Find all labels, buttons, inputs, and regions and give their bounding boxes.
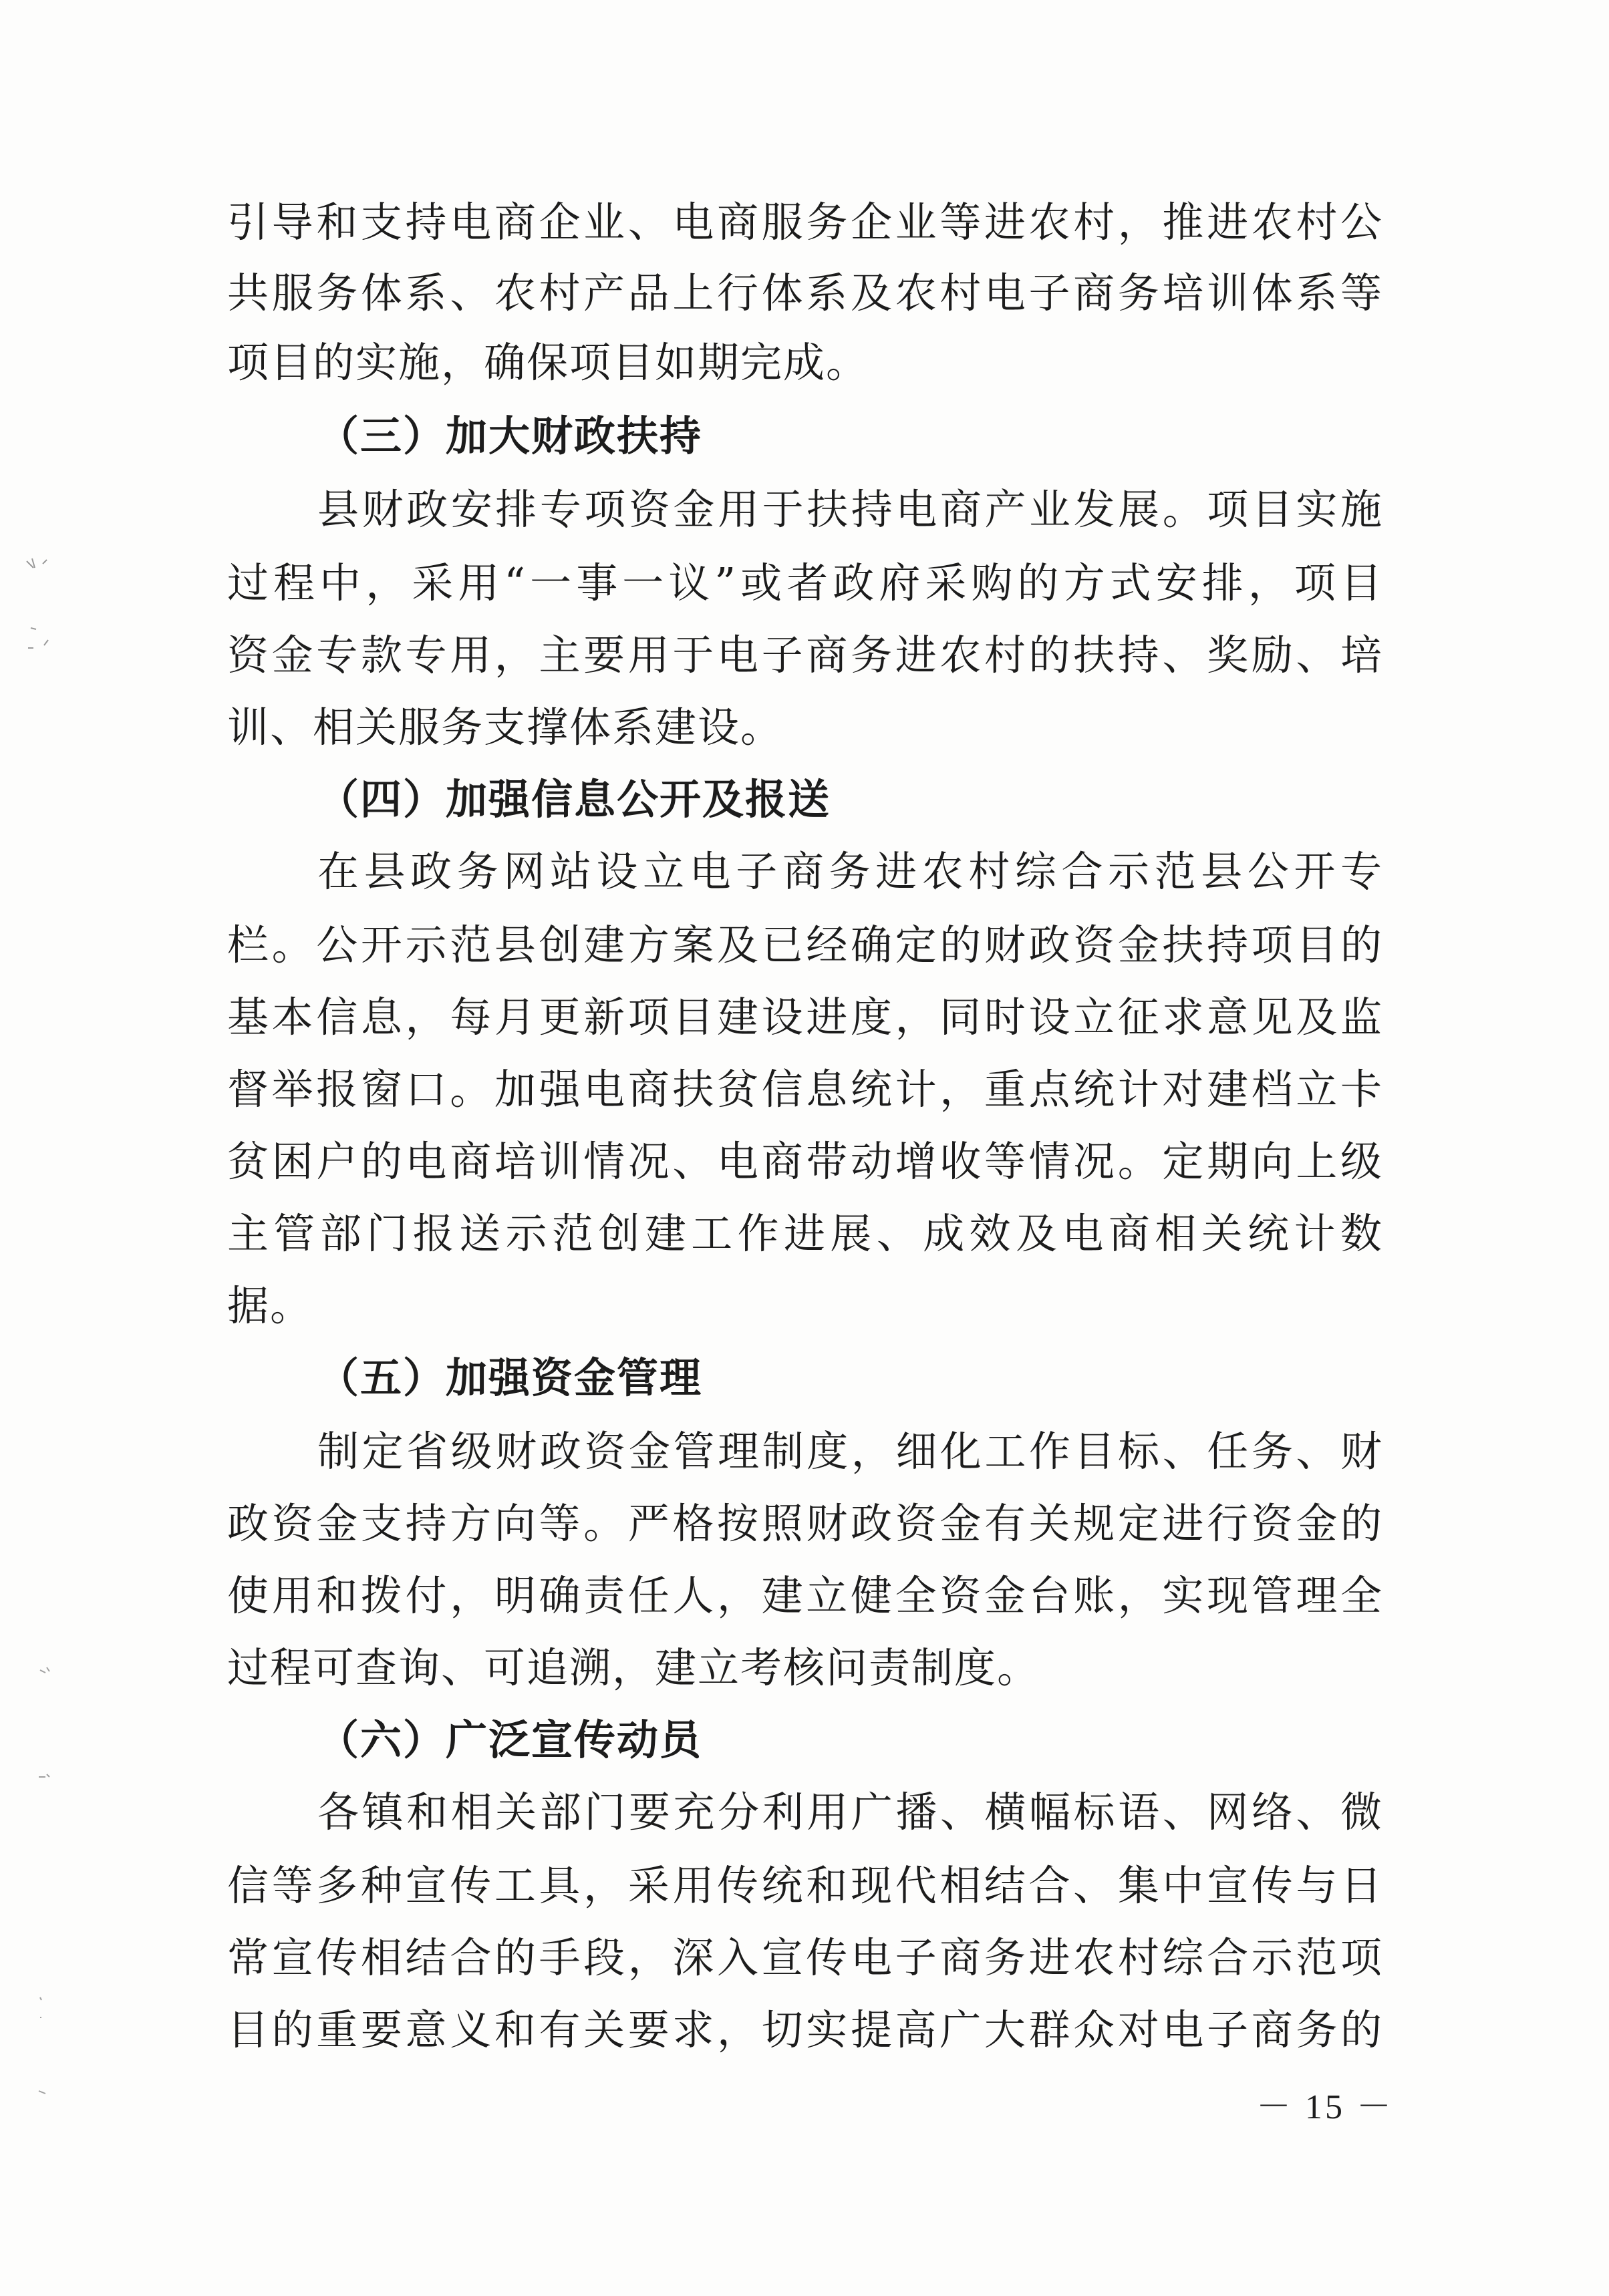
text-line: 贫困户的电商培训情况、电商带动增收等情况。定期向上级 xyxy=(227,1137,1383,1186)
page-number: － 15 － xyxy=(1256,2088,1395,2126)
text-line: 项目的实施，确保项目如期完成。 xyxy=(227,338,869,387)
scan-artifact xyxy=(27,1663,67,2131)
text-line: 目的重要意义和有关要求，切实提高广大群众对电子商务的 xyxy=(227,2005,1383,2054)
text-line: 使用和拨付，明确责任人，建立健全资金台账，实现管理全 xyxy=(227,1571,1383,1620)
text-line: 资金专款专用，主要用于电子商务进农村的扶持、奖励、培 xyxy=(227,631,1383,679)
section-heading-6: （六）广泛宣传动员 xyxy=(317,1715,703,1764)
text-line: 训、相关服务支撑体系建设。 xyxy=(227,703,784,752)
text-line: 基本信息，每月更新项目建设进度，同时设立征求意见及监 xyxy=(227,993,1383,1041)
text-line: 信等多种宣传工具，采用传统和现代相结合、集中宣传与日 xyxy=(227,1861,1383,1910)
section-heading-3: （三）加大财政扶持 xyxy=(317,412,703,460)
text-line: 常宣传相结合的手段，深入宣传电子商务进农村综合示范项 xyxy=(227,1933,1383,1982)
text-line: 县财政安排专项资金用于扶持电商产业发展。项目实施 xyxy=(317,485,1383,534)
scan-artifact xyxy=(13,548,67,681)
text-line: 各镇和相关部门要充分利用广播、横幅标语、网络、微 xyxy=(317,1788,1383,1836)
section-heading-5: （五）加强资金管理 xyxy=(317,1353,703,1402)
text-line: 共服务体系、农村产品上行体系及农村电子商务培训体系等 xyxy=(227,269,1383,317)
text-line: 政资金支持方向等。严格按照财政资金有关规定进行资金的 xyxy=(227,1499,1383,1548)
text-line: 督举报窗口。加强电商扶贫信息统计，重点统计对建档立卡 xyxy=(227,1065,1383,1114)
text-line: 过程中，采用“一事一议”或者政府采购的方式安排，项目 xyxy=(227,558,1383,607)
text-line: 制定省级财政资金管理制度，细化工作目标、任务、财 xyxy=(317,1427,1383,1476)
text-line: 在县政务网站设立电子商务进农村综合示范县公开专 xyxy=(317,847,1383,896)
text-line: 主管部门报送示范创建工作进展、成效及电商相关统计数 xyxy=(227,1209,1383,1258)
text-line: 过程可查询、可追溯，建立考核问责制度。 xyxy=(227,1643,1040,1692)
text-line: 引导和支持电商企业、电商服务企业等进农村，推进农村公 xyxy=(227,198,1383,247)
text-line: 据。 xyxy=(227,1281,313,1330)
section-heading-4: （四）加强信息公开及报送 xyxy=(317,775,831,824)
text-line: 栏。公开示范县创建方案及已经确定的财政资金扶持项目的 xyxy=(227,921,1383,969)
